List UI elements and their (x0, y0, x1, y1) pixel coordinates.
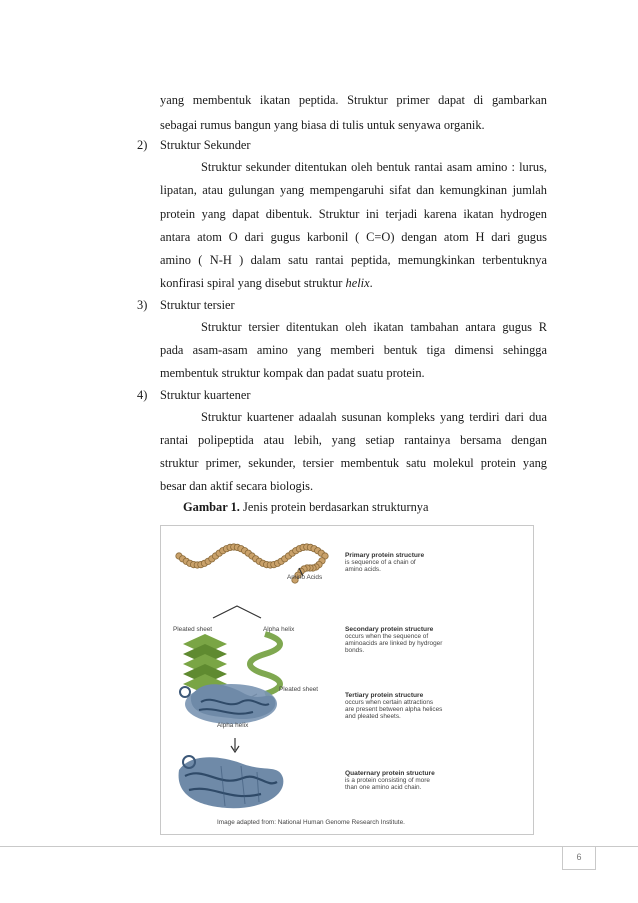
tersier-line-2: pada asam-asam amino yang memberi bentuk tiga dimensi sehingga (160, 343, 547, 357)
intro-line-2: sebagai rumus bangun yang biasa di tulis untuk senyawa organik. (160, 118, 485, 132)
tertiary-structure-text (345, 692, 442, 720)
kuartener-line-1: Struktur kuartener adaalah susunan kompleks yang terdiri dari dua (201, 410, 547, 424)
primary-structure-text (345, 552, 424, 573)
quaternary-desc-2: than one amino acid chain. (345, 784, 422, 791)
label-alpha-helix-tertiary: Alpha helix (217, 722, 249, 729)
alpha-helix-shape (250, 634, 280, 694)
primary-desc-2: amino acids. (345, 566, 381, 573)
tertiary-desc-3: and pleated sheets. (345, 713, 401, 720)
tertiary-blob-shape (180, 684, 277, 724)
sekunder-line-6 (160, 276, 373, 291)
tertiary-desc-1: occurs when certain attractions (345, 699, 434, 706)
section-heading-tersier: Struktur tersier (160, 298, 235, 312)
sekunder-line-6-text: konfirasi spiral yang disebut struktur (160, 276, 346, 290)
quaternary-structure-text (345, 770, 435, 791)
tertiary-title: Tertiary protein structure (345, 692, 424, 699)
figure-caption (183, 500, 428, 515)
tersier-line-1: Struktur tersier ditentukan oleh ikatan tambahan antara gugus R (201, 320, 547, 334)
sekunder-line-5: amino ( N-H ) dalam satu rantai peptida, memungkinkan terbentuknya (160, 253, 547, 267)
protein-structure-figure (160, 525, 534, 835)
image-credit: Image adapted from: National Human Genome Research Institute. (217, 819, 405, 826)
sekunder-line-3: protein yang dapat dibentuk. Struktur ini terjadi karena ikatan hydrogen (160, 207, 547, 221)
label-pleated-sheet: Pleated sheet (173, 626, 213, 633)
footer-rule (0, 846, 638, 847)
helix-term: helix (345, 276, 370, 290)
sekunder-line-2: lipatan, atau gulungan yang mempengaruhi sifat dan kemungkinan jumlah (160, 183, 547, 197)
kuartener-line-3: struktur primer, sekunder, tersier membentuk satu molekul protein yang (160, 456, 547, 470)
sekunder-line-4: antara atom O dari gugus karbonil ( C=O) dengan atom H dari gugus (160, 230, 547, 244)
label-amino-acids: Amino Acids (287, 574, 323, 581)
list-number: 2) (137, 138, 148, 152)
tertiary-desc-2: are present between alpha helices (345, 706, 443, 713)
section-heading-kuartener: Struktur kuartener (160, 388, 251, 402)
sekunder-line-1: Struktur sekunder ditentukan oleh bentuk rantai asam amino : lurus, (201, 160, 547, 174)
quaternary-desc-1: is a protein consisting of more (345, 777, 430, 784)
secondary-desc-2: aminoacids are linked by hydroger (345, 640, 443, 647)
label-pleated-sheet-tertiary: Pleated sheet (279, 686, 319, 693)
kuartener-line-4: besar dan aktif secara biologis. (160, 479, 314, 493)
kuartener-line-2: rantai polipeptida atau lebih, yang setiap rantainya bersama dengan (160, 433, 547, 447)
page-number-box (562, 847, 596, 870)
caption-text: Jenis protein berdasarkan strukturnya (239, 500, 429, 514)
quaternary-title: Quaternary protein structure (345, 770, 435, 777)
page-number: 6 (576, 852, 582, 862)
intro-line-1: yang membentuk ikatan peptida. Struktur primer dapat di gambarkan (160, 93, 547, 107)
sekunder-end-punct: . (369, 276, 373, 290)
primary-desc-1: is sequence of a chain of (345, 559, 416, 566)
section-heading-sekunder: Struktur Sekunder (160, 138, 251, 152)
list-number: 4) (137, 388, 148, 402)
secondary-title: Secondary protein structure (345, 626, 434, 633)
secondary-desc-1: occurs when the sequence of (345, 633, 429, 640)
tersier-line-3: membentuk struktur kompak dan padat suatu protein. (160, 366, 425, 380)
secondary-structure-text (345, 626, 442, 654)
quaternary-blob-shape (179, 756, 284, 808)
label-alpha-helix: Alpha helix (263, 626, 295, 633)
secondary-desc-3: bonds. (345, 647, 365, 654)
caption-label: Gambar 1. (183, 500, 240, 514)
primary-title: Primary protein structure (345, 552, 425, 559)
list-number: 3) (137, 298, 148, 312)
